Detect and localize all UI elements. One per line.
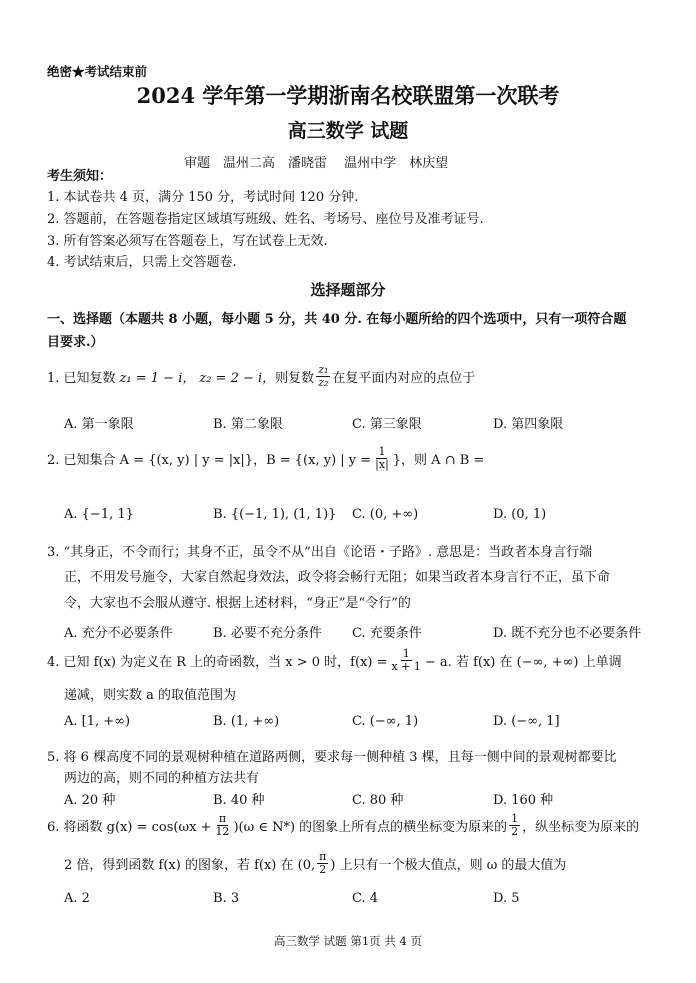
question-2 — [47, 446, 484, 471]
q6-suffix: ，纵坐标变为原来的 — [522, 820, 640, 836]
q3-option-c[interactable]: C. 充要条件 — [352, 626, 422, 641]
q5-line1: 5. 将 6 棵高度不同的景观树种植在道路两侧，要求每一侧种植 3 棵，且每一侧中间的景观树都要比 — [47, 750, 617, 765]
q6-fraction-2 — [509, 813, 520, 838]
notice-item: 3. 所有答案必须写在答题卷上，写在试卷上无效. — [47, 234, 328, 249]
question-1 — [47, 364, 475, 389]
q1-z2: z₂ = 2 − i， — [199, 371, 276, 387]
q5-option-b[interactable]: B. 40 种 — [213, 793, 265, 808]
q5-line2: 两边的高，则不同的种植方法共有 — [64, 771, 260, 786]
q5-option-d[interactable]: D. 160 种 — [493, 793, 554, 808]
q4-frac-num: 1 — [402, 647, 410, 660]
notice-heading: 考生须知： — [47, 169, 113, 184]
question-4 — [47, 648, 622, 673]
q2-option-c[interactable]: C. (0, +∞) — [352, 507, 419, 522]
q5-option-a[interactable]: A. 20 种 — [64, 793, 116, 808]
q6-option-a[interactable]: A. 2 — [64, 891, 90, 906]
q6-line2 — [64, 851, 566, 876]
exam-subtitle: 高三数学 试题 — [287, 120, 409, 142]
q5-option-c[interactable]: C. 80 种 — [352, 793, 404, 808]
q6-line2b: ) 上只有一个极大值点，则 ω 的最大值为 — [330, 858, 567, 874]
q1-mid: 则复数 — [275, 371, 315, 387]
q2-option-a[interactable]: A. {−1, 1} — [64, 507, 134, 522]
q6-frac3-num: π — [319, 850, 327, 863]
notice-item: 2. 答题前，在答题卷指定区域填写班级、姓名、考场号、座位号及准考证号. — [47, 212, 484, 227]
q2-prefix: 2. 已知集合 A = {(x, y) | y = |x|}，B = {(x, y) | y = — [47, 453, 372, 469]
q2-frac-den: |x| — [375, 458, 389, 472]
reviewers: 审题 温州二高 潘晓雷 温州中学 林庆望 — [184, 156, 449, 171]
q4-option-d[interactable]: D. (−∞, 1] — [493, 714, 560, 729]
q3-option-b[interactable]: B. 必要不充分条件 — [213, 626, 322, 641]
section-title: 选择题部分 — [310, 281, 386, 299]
q4-option-a[interactable]: A. [1, +∞) — [64, 714, 131, 729]
exam-title: 2024 学年第一学期浙南名校联盟第一次联考 — [136, 83, 560, 108]
confidential-label: 绝密★考试结束前 — [47, 64, 148, 79]
q6-option-c[interactable]: C. 4 — [352, 891, 379, 906]
q4-line2: 递减，则实数 a 的取值范围为 — [64, 688, 237, 703]
q2-option-b[interactable]: B. {(−1, 1), (1, 1)} — [213, 507, 337, 522]
q6-fraction-1 — [213, 813, 231, 838]
q6-prefix: 6. 将函数 g(x) = cos(ωx + — [47, 820, 212, 836]
notice-item: 4. 考试结束后，只需上交答题卷. — [47, 255, 237, 270]
q4-fraction — [389, 648, 422, 673]
q1-prefix: 1. 已知复数 — [47, 371, 116, 387]
q6-option-b[interactable]: B. 3 — [213, 891, 240, 906]
q2-frac-num: 1 — [378, 445, 386, 458]
q3-line1: 3. “其身正，不令而行；其身不正，虽令不从”出自《论语・子路》. 意思是：当政者本身言行端 — [47, 545, 593, 560]
q2-fraction — [373, 446, 391, 471]
q6-frac2-den: 2 — [511, 825, 519, 839]
page-footer: 高三数学 试题 第1页 共 4 页 — [274, 934, 422, 948]
q4-suffix: − a. 若 f(x) 在 (−∞, +∞) 上单调 — [424, 655, 622, 671]
q6-frac1-den: 12 — [215, 825, 230, 839]
q3-option-a[interactable]: A. 充分不必要条件 — [64, 626, 173, 641]
q4-frac-den: x + 1 — [391, 660, 421, 674]
q4-option-c[interactable]: C. (−∞, 1) — [352, 714, 419, 729]
q3-option-d[interactable]: D. 既不充分也不必要条件 — [493, 626, 642, 641]
q4-prefix: 4. 已知 f(x) 为定义在 R 上的奇函数，当 x > 0 时，f(x) = — [47, 655, 388, 671]
q1-option-d[interactable]: D. 第四象限 — [493, 417, 564, 432]
question-6 — [47, 813, 639, 838]
q1-frac-num: z₁ — [318, 363, 329, 376]
q2-option-d[interactable]: D. (0, 1) — [493, 507, 547, 522]
q1-option-c[interactable]: C. 第三象限 — [352, 417, 422, 432]
q3-line3: 令，大家也不会服从遵守. 根据上述材料，“身正”是“令行”的 — [64, 596, 411, 611]
q6-frac1-num: π — [218, 812, 227, 825]
q1-option-b[interactable]: B. 第二象限 — [213, 417, 283, 432]
q6-frac2-num: 1 — [511, 812, 519, 825]
notice-item: 1. 本试卷共 4 页，满分 150 分，考试时间 120 分钟. — [47, 190, 359, 205]
q3-line2: 正，不用发号施令，大家自然起身效法，政令将会畅行无阻；如果当政者本身言行不正，虽下命 — [64, 570, 611, 585]
q6-fraction-3 — [317, 851, 328, 876]
q6-option-d[interactable]: D. 5 — [493, 891, 520, 906]
q1-fraction — [316, 364, 330, 389]
q1-suffix: 在复平面内对应的点位于 — [332, 371, 476, 387]
q4-option-b[interactable]: B. (1, +∞) — [213, 714, 280, 729]
q2-suffix: }，则 A ∩ B = — [392, 453, 485, 469]
q1-option-a[interactable]: A. 第一象限 — [64, 417, 134, 432]
q6-mid: )(ω ∈ N*) 的图象上所有点的横坐标变为原来的 — [233, 820, 508, 836]
q1-frac-den: z₂ — [318, 376, 329, 390]
q1-z1: z₁ = 1 − i， — [119, 371, 196, 387]
part-heading-line1: 一、选择题（本题共 8 小题，每小题 5 分，共 40 分. 在每小题所给的四个选项中，只有一项符合题 — [47, 312, 627, 327]
q6-line2a: 2 倍，得到函数 f(x) 的图象，若 f(x) 在 (0, — [64, 858, 316, 874]
part-heading-line2: 目要求.） — [47, 335, 104, 350]
q6-frac3-den: 2 — [319, 863, 327, 877]
